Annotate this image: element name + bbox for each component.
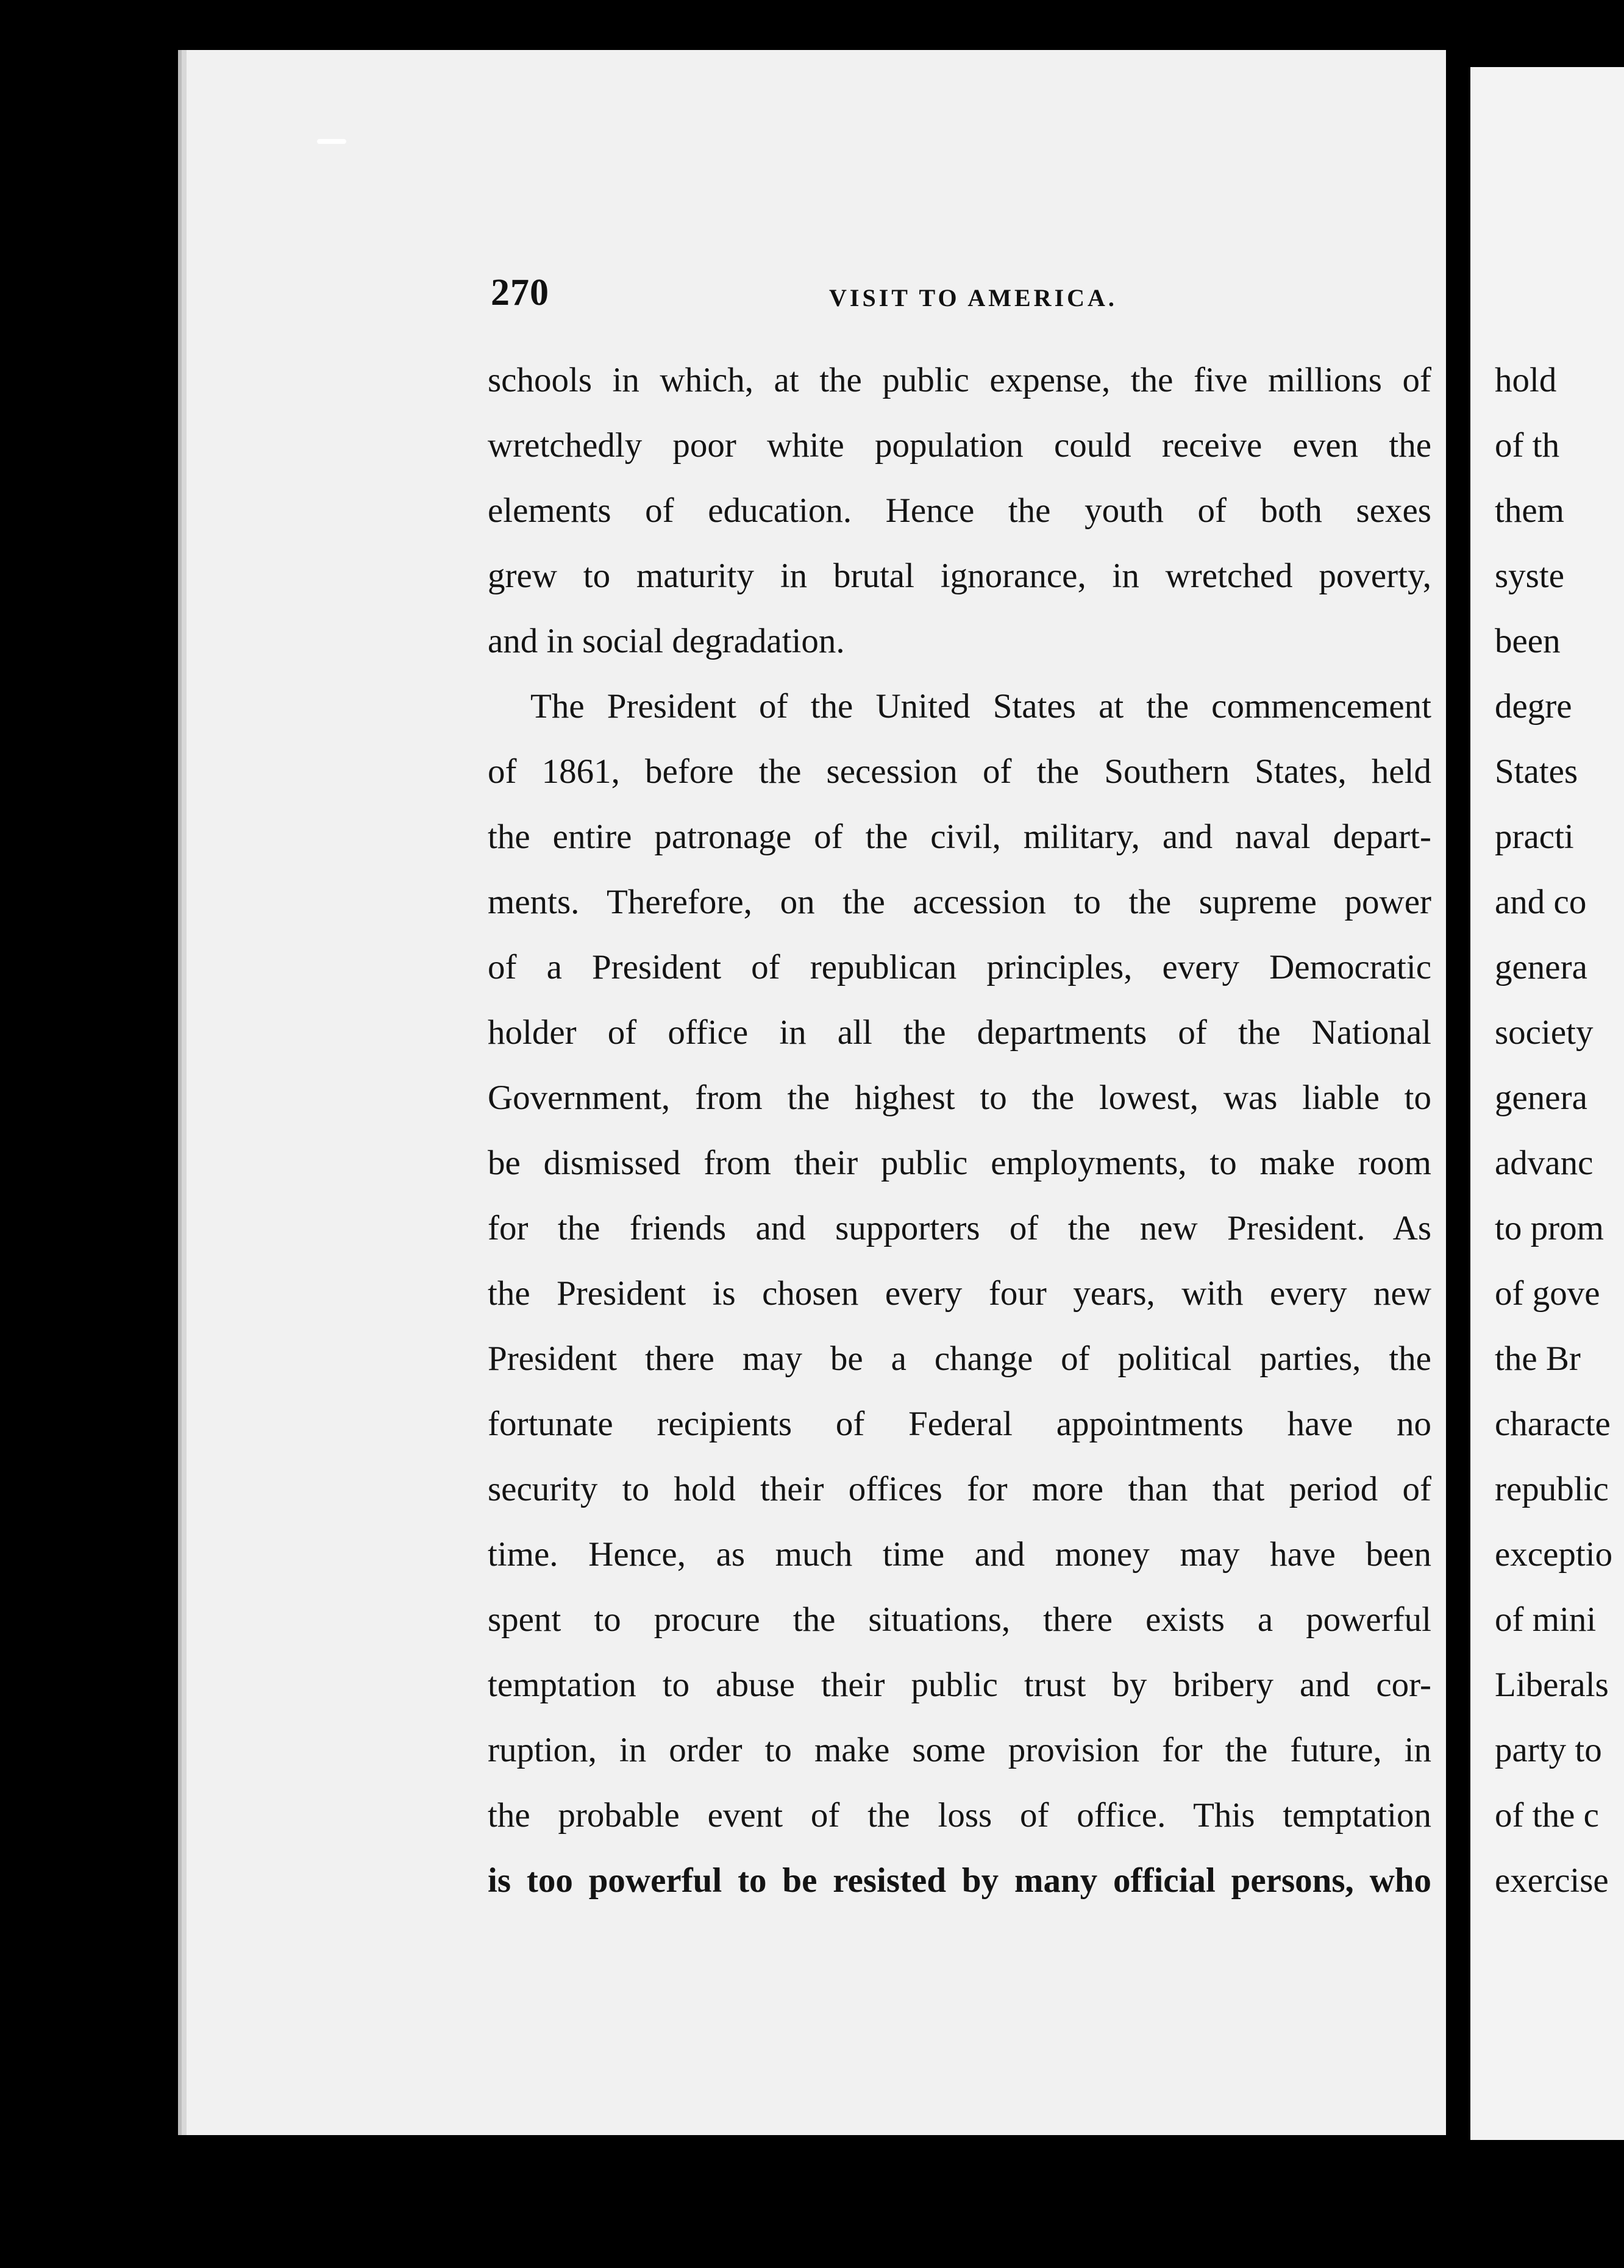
facing-text-line: practi: [1495, 818, 1574, 856]
text-line: elements of education. Hence the youth of both sexes: [488, 491, 1431, 530]
text-line: fortunate recipients of Federal appointments have no: [488, 1405, 1431, 1443]
text-line: the President is chosen every four years, with every new: [488, 1274, 1431, 1313]
facing-text-line: genera: [1495, 948, 1587, 986]
facing-text-line: hold: [1495, 361, 1557, 399]
facing-text-line: society: [1495, 1013, 1594, 1052]
text-line: the probable event of the loss of office. This temptation: [488, 1796, 1431, 1835]
scan-artifact: [317, 139, 346, 144]
text-line: ments. Therefore, on the accession to the supreme power: [488, 883, 1431, 921]
facing-page-text: [1495, 348, 1612, 1913]
facing-text-line: of th: [1495, 426, 1560, 465]
facing-text-line: of the c: [1495, 1796, 1599, 1835]
page-number: 270: [491, 272, 549, 313]
facing-text-line: party to: [1495, 1731, 1602, 1769]
page-header: [491, 271, 1430, 326]
facing-text-line: of gove: [1495, 1274, 1600, 1313]
facing-text-line: degre: [1495, 687, 1572, 726]
text-line: be dismissed from their public employments, to make room: [488, 1144, 1431, 1182]
running-head: VISIT TO AMERICA.: [829, 284, 1117, 312]
facing-page: [1470, 67, 1624, 2140]
facing-text-line: advanc: [1495, 1144, 1594, 1182]
text-line: for the friends and supporters of the new President. As: [488, 1209, 1431, 1247]
body-text: [488, 348, 1431, 1913]
facing-text-line: the Br: [1495, 1339, 1581, 1378]
text-line: President there may be a change of political parties, the: [488, 1339, 1431, 1378]
text-line: Government, from the highest to the lowest, was liable to: [488, 1079, 1431, 1117]
facing-text-line: of mini: [1495, 1600, 1597, 1639]
facing-text-line: syste: [1495, 557, 1564, 595]
text-line: and in social degradation.: [488, 622, 845, 660]
facing-text-line: been: [1495, 622, 1561, 660]
facing-text-line: republic: [1495, 1470, 1609, 1508]
text-line: time. Hence, as much time and money may have been: [488, 1535, 1431, 1574]
facing-text-line: them: [1495, 491, 1564, 530]
text-line: spent to procure the situations, there exists a powerful: [488, 1600, 1431, 1639]
text-line: schools in which, at the public expense, the five millions of: [488, 361, 1431, 399]
text-line: holder of office in all the departments of the National: [488, 1013, 1431, 1052]
text-line: ruption, in order to make some provision for the future, in: [488, 1731, 1431, 1769]
text-line: security to hold their offices for more than that period of: [488, 1470, 1431, 1508]
page-gutter: [178, 50, 182, 2135]
facing-text-line: Liberals: [1495, 1666, 1609, 1704]
facing-text-line: characte: [1495, 1405, 1611, 1443]
text-line: is too powerful to be resisted by many official persons, who: [488, 1861, 1431, 1900]
text-line: grew to maturity in brutal ignorance, in wretched poverty,: [488, 557, 1431, 595]
facing-text-line: and co: [1495, 883, 1587, 921]
text-line: The President of the United States at the commencement: [530, 687, 1431, 726]
text-line: wretchedly poor white population could receive even the: [488, 426, 1431, 465]
facing-text-line: exceptio: [1495, 1535, 1613, 1574]
text-line: the entire patronage of the civil, military, and naval depart-: [488, 818, 1431, 856]
text-line: of 1861, before the secession of the Southern States, held: [488, 752, 1431, 791]
facing-text-line: States: [1495, 752, 1578, 791]
facing-text-line: genera: [1495, 1079, 1587, 1117]
text-line: of a President of republican principles, every Democratic: [488, 948, 1431, 986]
text-line: temptation to abuse their public trust by bribery and cor-: [488, 1666, 1431, 1704]
facing-text-line: to prom: [1495, 1209, 1604, 1247]
facing-text-line: exercise: [1495, 1861, 1609, 1900]
